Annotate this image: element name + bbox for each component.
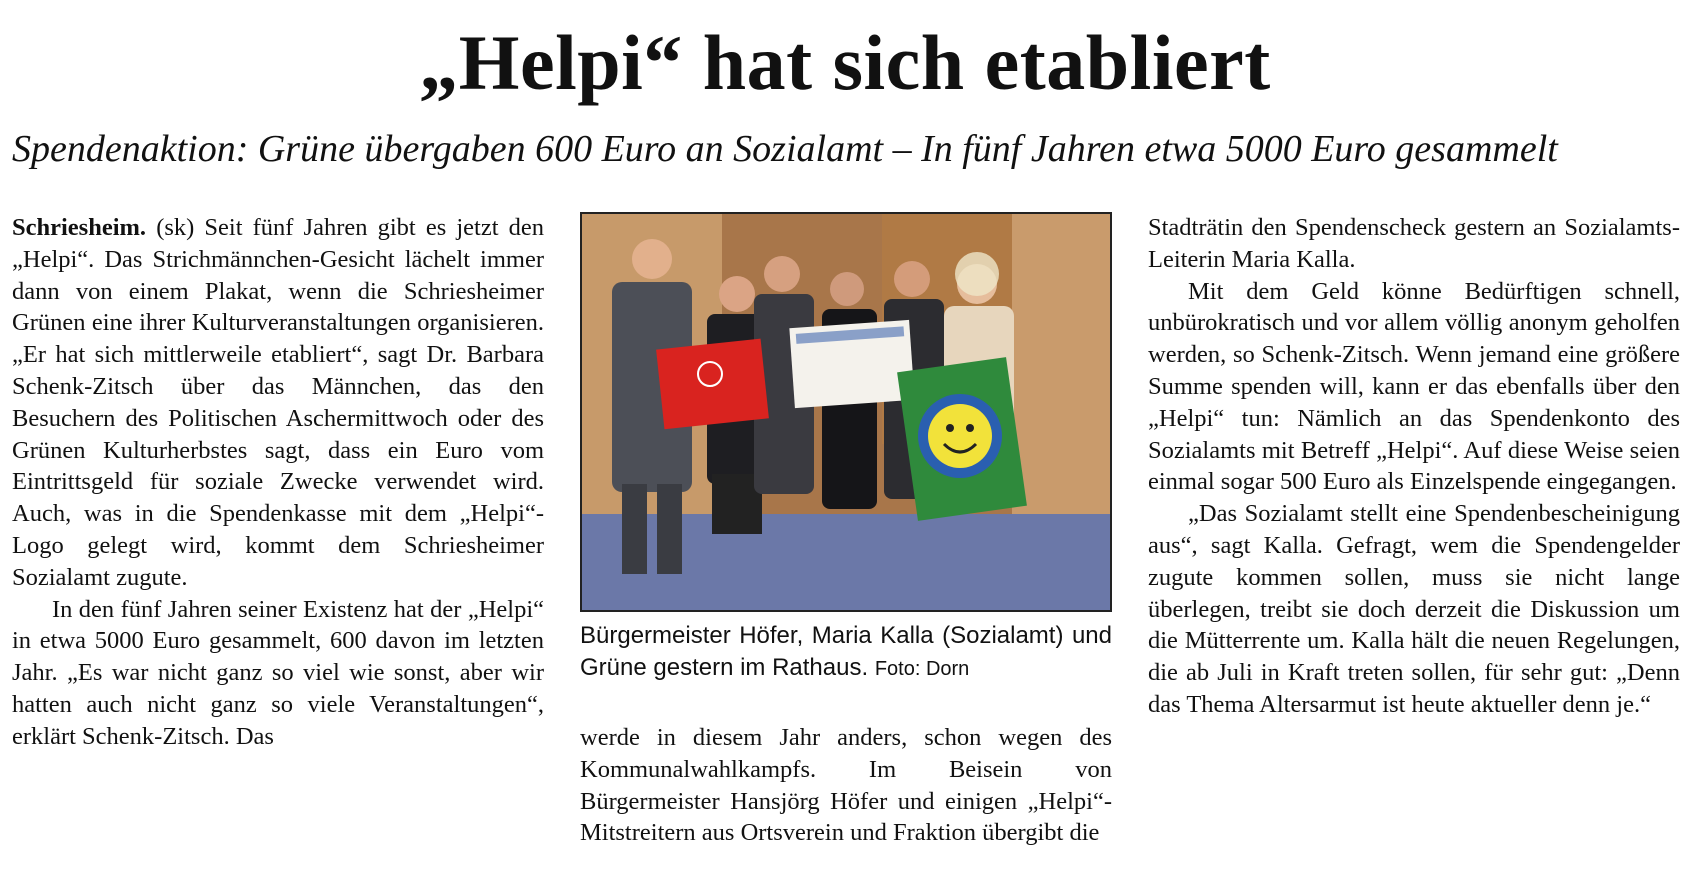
red-helpi-poster	[656, 339, 769, 430]
photo-illustration	[582, 214, 1110, 610]
donation-cheque	[789, 320, 914, 408]
paragraph: „Das Sozialamt stellt eine Spendenbescheinigung aus“, sagt Kalla. Gefragt, wem die Spendengelder zugute kommen sollen, muss sie nicht lange überlegen, treibt sie doch derzeit die Diskussion um die Mütterrente um. Kalla hält die neuen Regelungen, die ab Juli in Kraft treten sollen, für sehr gut: „Denn das Thema Altersarmut ist heute aktueller denn je.“	[1148, 500, 1680, 718]
paragraph: In den fünf Jahren seiner Existenz hat der „Helpi“ in etwa 5000 Euro gesammelt, 600 davon im letzten Jahr. „Es war nicht ganz so viel wie sonst, aber wir hatten auch nicht ganz so viele Veranstaltungen“, erklärt Schenk-Zitsch. Das	[12, 595, 544, 750]
smiley-poster	[897, 357, 1027, 521]
news-photo	[580, 212, 1112, 612]
paragraph: werde in diesem Jahr anders, schon wegen des Kommunalwahlkampfs. Im Beisein von Bürgermeister Hansjörg Höfer und einigen „Helpi“-Mitstreitern aus Ortsverein und Fraktion übergibt die	[580, 724, 1112, 847]
paragraph-text: (sk) Seit fünf Jahren gibt es jetzt den „Helpi“. Das Strichmännchen-Gesicht lächelt immer dann von einem Plakat, wenn die Schriesheimer Grünen eine ihrer Kulturveranstaltungen organisieren. „Er hat sich mittlerweile etabliert“, sagt Dr. Barbara Schenk-Zitsch über das Männchen, das den Besuchern des Politischen Aschermittwoch oder des Grünen Kulturherbstes sagt, dass ein Euro vom Eintrittsgeld für soziale Zwecke verwendet wird. Auch, was in die Spendenkasse mit dem „Helpi“-Logo gelegt wird, kommt dem Schriesheimer Sozialamt zugute.	[12, 214, 545, 591]
column-1	[12, 212, 544, 753]
subheadline: Spendenaktion: Grüne übergaben 600 Euro an Sozialamt – In fünf Jahren etwa 5000 Euro gesammelt	[12, 128, 1558, 170]
paragraph: Stadträtin den Spendenscheck gestern an Sozialamts-Leiterin Maria Kalla.	[1148, 214, 1680, 273]
photo-credit: Foto: Dorn	[874, 658, 970, 680]
caption-text: Bürgermeister Höfer, Maria Kalla (Sozialamt) und Grüne gestern im Rathaus.	[580, 622, 1112, 681]
headline: „Helpi“ hat sich etabliert	[419, 19, 1271, 106]
photo-caption	[580, 620, 1112, 685]
column-3	[1148, 212, 1680, 721]
paragraph: Mit dem Geld könne Bedürftigen schnell, unbürokratisch und vor allem völlig anonym geholfen werden, so Schenk-Zitsch. Wenn jemand eine größere Summe spenden will, kann er das ebenfalls über den „Helpi“ tun: Nämlich an das Spendenkonto des Sozialamts mit Betreff „Helpi“. Auf diese Weise seien einmal sogar 500 Euro als Einzelspende eingegangen.	[1148, 277, 1680, 496]
column-2	[580, 722, 1112, 849]
dateline: Schriesheim.	[12, 214, 147, 241]
paragraph	[12, 212, 544, 594]
